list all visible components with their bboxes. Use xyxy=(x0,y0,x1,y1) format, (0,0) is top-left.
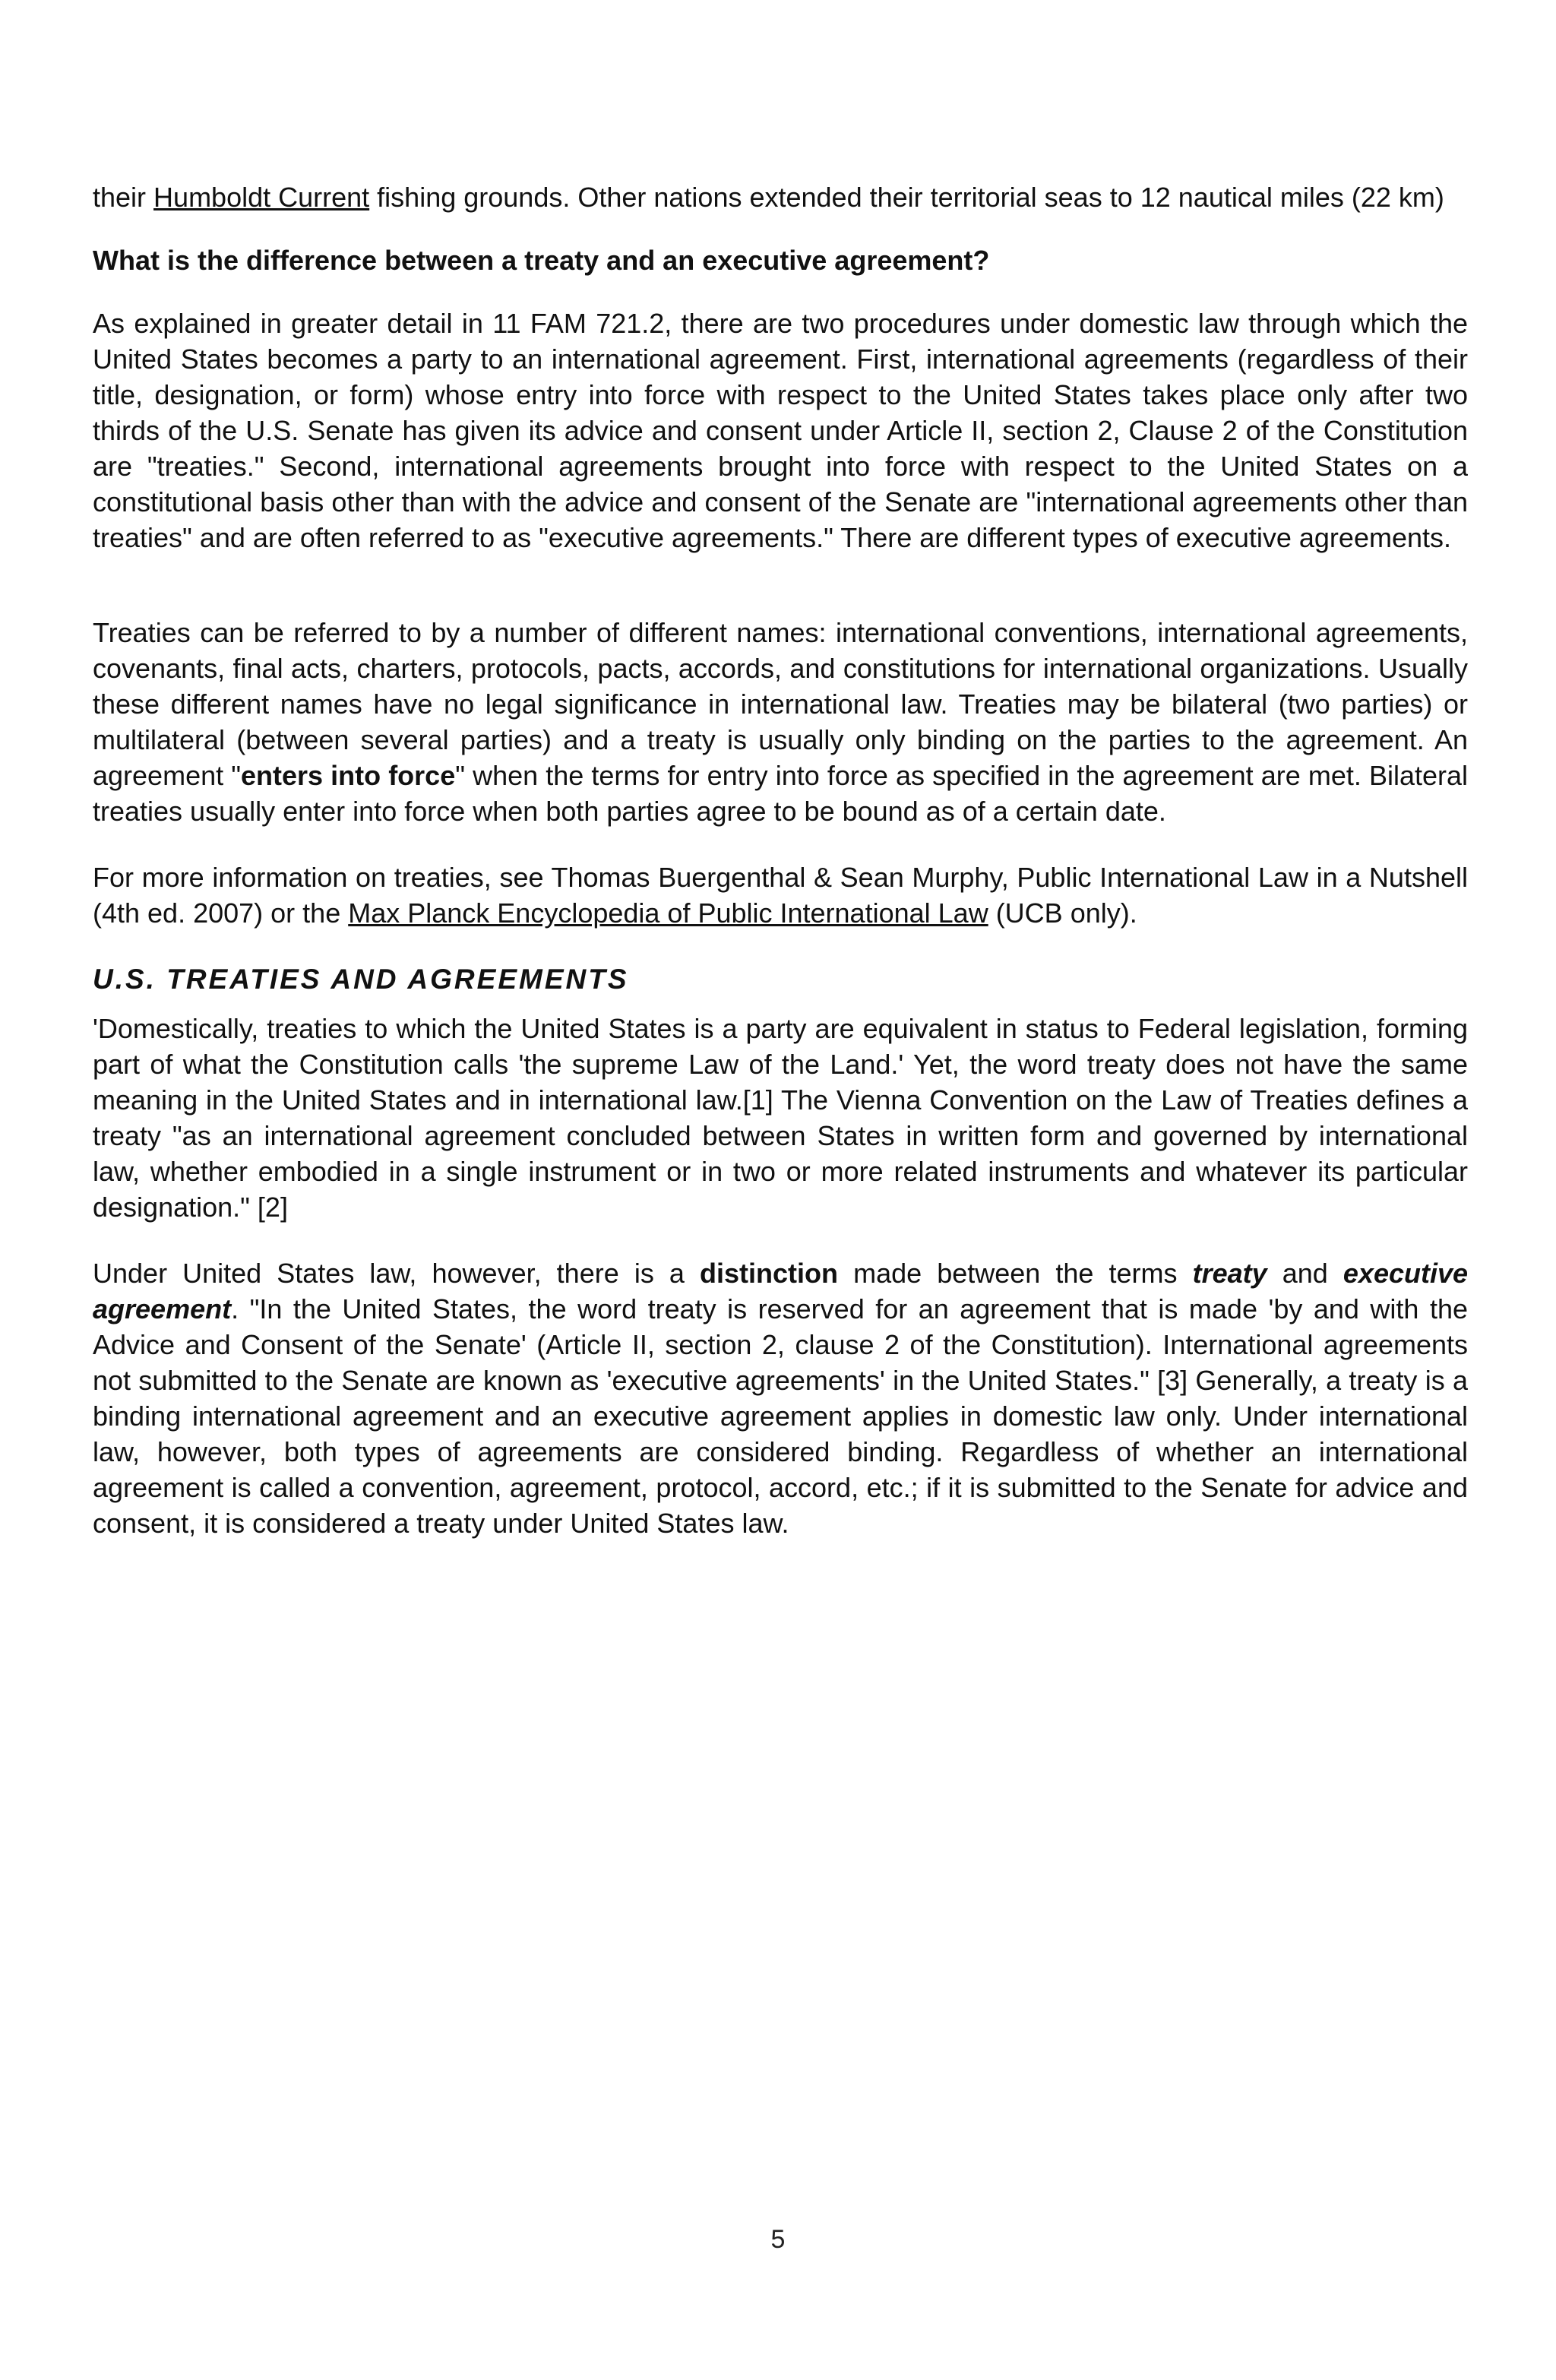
question-heading: What is the difference between a treaty and an executive agreement? xyxy=(93,245,990,276)
page-number: 5 xyxy=(770,2225,786,2254)
paragraph-distinction: Under United States law, however, there is a distinction made between the terms treaty and executive agreement. "In the United States, the word treaty is reserved for an agreement that is made 'by and with the Advice and Consent of the Senate' (Article II, section 2, clause 2 of the Constitution). International agreements not submitted to the Senate are known as 'executive agreements' in the United States." [3] Generally, a treaty is a binding international agreement and an executive agreement applies in domestic law only. Under international law, however, both types of agreements are considered binding. Regardless of whether an international agreement is called a convention, agreement, protocol, accord, etc.; if it is submitted to the Senate for advice and consent, it is considered a treaty under United States law. xyxy=(93,1258,1469,1539)
distinction-term: distinction xyxy=(700,1258,838,1289)
section-heading: U.S. TREATIES AND AGREEMENTS xyxy=(93,964,629,995)
enters-into-force-term: enters into force xyxy=(240,760,456,791)
paragraph-domestically: 'Domestically, treaties to which the United States is a party are equivalent in status to Federal legislation, forming part of what the Constitution calls 'the supreme Law of the Land.' Yet, the word treaty does not have the same meaning in the United States and in international law.[1] The Vienna Convention on the Law of Treaties defines a treaty "as an international agreement concluded between States in written form and governed by international law, whether embodied in a single instrument or in two or more related instruments and whatever its particular designation." [2] xyxy=(93,1013,1468,1223)
humboldt-current-link[interactable]: Humboldt Current xyxy=(153,182,370,213)
max-planck-encyclopedia-link[interactable]: Max Planck Encyclopedia of Public International Law xyxy=(348,897,988,929)
paragraph-procedures: As explained in greater detail in 11 FAM 721.2, there are two procedures under domestic law through which the United States becomes a party to an international agreement. First, international agreements (regardless of their title, designation, or form) whose entry into force with respect to the United States takes place only after two thirds of the U.S. Senate has given its advice and consent under Article II, section 2, Clause 2 of the Constitution are "treaties." Second, international agreements brought into force with respect to the United States on a constitutional basis other than with the advice and consent of the Senate are "international agreements other than treaties" and are often referred to as "executive agreements." There are different types of executive agreements. xyxy=(93,308,1468,553)
paragraph-humboldt: their Humboldt Current fishing grounds. Other nations extended their territorial seas to 12 nautical miles (22 km) xyxy=(93,182,1444,213)
page-content xyxy=(93,179,1468,1541)
treaty-term: treaty xyxy=(1192,1258,1267,1289)
paragraph-treaty-names: Treaties can be referred to by a number of different names: international conventions, international agreements, covenants, final acts, charters, protocols, pacts, accords, and constitutions for international organizations. Usually these different names have no legal significance in international law. Treaties may be bilateral (two parties) or multilateral (between several parties) and a treaty is usually only binding on the parties to the agreement. An agreement "enters into force" when the terms for entry into force as specified in the agreement are met. Bilateral treaties usually enter into force when both parties agree to be bound as of a certain date. xyxy=(93,617,1469,827)
executive-agreement-term: executive agreement xyxy=(93,1258,1469,1325)
paragraph-more-info: For more information on treaties, see Thomas Buergenthal & Sean Murphy, Public International Law in a Nutshell (4th ed. 2007) or the Max Planck Encyclopedia of Public International Law (UCB only). xyxy=(93,862,1468,929)
